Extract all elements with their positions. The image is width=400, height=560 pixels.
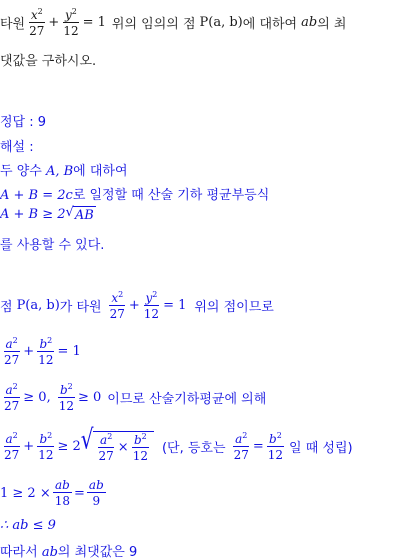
problem-product: ab — [301, 14, 318, 30]
problem-prefix: 타원 — [0, 16, 26, 32]
answer-label: 정답 : 9 — [0, 115, 47, 130]
problem-mid: 위의 임의의 점 — [111, 16, 196, 32]
final-answer-line: 따라서 ab의 최댓값은 9 — [0, 545, 138, 560]
problem-end: 의 최 — [317, 16, 347, 32]
problem-suffix: 에 대하여 — [242, 16, 298, 32]
bound-equation: 1 ≥ 2 × $\frac{ab}{18}$ = $\frac{ab}{9}$ — [0, 478, 104, 508]
problem-line-1: 타원 $\frac{x^2}{27}$ + $\frac{y^2}{12}$ = 1 위의 임의의 점 P(a, b) 에 대하여 ab 의 최 — [0, 6, 347, 38]
therefore-line: ∴ ab ≤ 9 — [0, 518, 56, 533]
ellipse-x-term: $\frac{x^2}{27}$ — [29, 6, 45, 38]
explanation-line-3: A + B ≥ 2 √ AB — [0, 205, 94, 223]
problem-line-2: 댓값을 구하시오. — [0, 54, 97, 69]
explanation-label: 해설 : — [0, 140, 34, 155]
equation-1: $\frac{a^2}{27}$ + $\frac{b^2}{12}$ = 1 — [4, 335, 81, 367]
explanation-line-1: 두 양수 A, B에 대하여 — [0, 164, 128, 179]
problem-point: P(a, b) — [199, 14, 243, 30]
amgm-inequality: $\frac{a^2}{27}$ + $\frac{b^2}{12}$ ≥ 2 √ $\frac{a^2}{27}$ × $\frac{b^2}{12}$ (단, 등호는 $\frac{a^2}{27}$ = $\frac{b^2}{12}$ 일 때 성립) — [4, 422, 353, 463]
explanation-line-2: A + B = 2c로 일정할 때 산술 기하 평균부등식 — [0, 188, 270, 203]
explanation-line-4: 를 사용할 수 있다. — [0, 238, 105, 253]
ellipse-y-term: $\frac{y^2}{12}$ — [63, 6, 79, 38]
explanation-line-5: 점 P(a, b) 가 타원 $\frac{x^2}{27}$ + $\frac{y^2}{12}$ = 1 위의 점이므로 — [0, 289, 274, 321]
ellipse-rhs: = 1 — [82, 14, 106, 30]
inequality-nonneg: $\frac{a^2}{27}$ ≥ 0, $\frac{b^2}{12}$ ≥ 0 이므로 산술기하평균에 의해 — [4, 381, 267, 413]
